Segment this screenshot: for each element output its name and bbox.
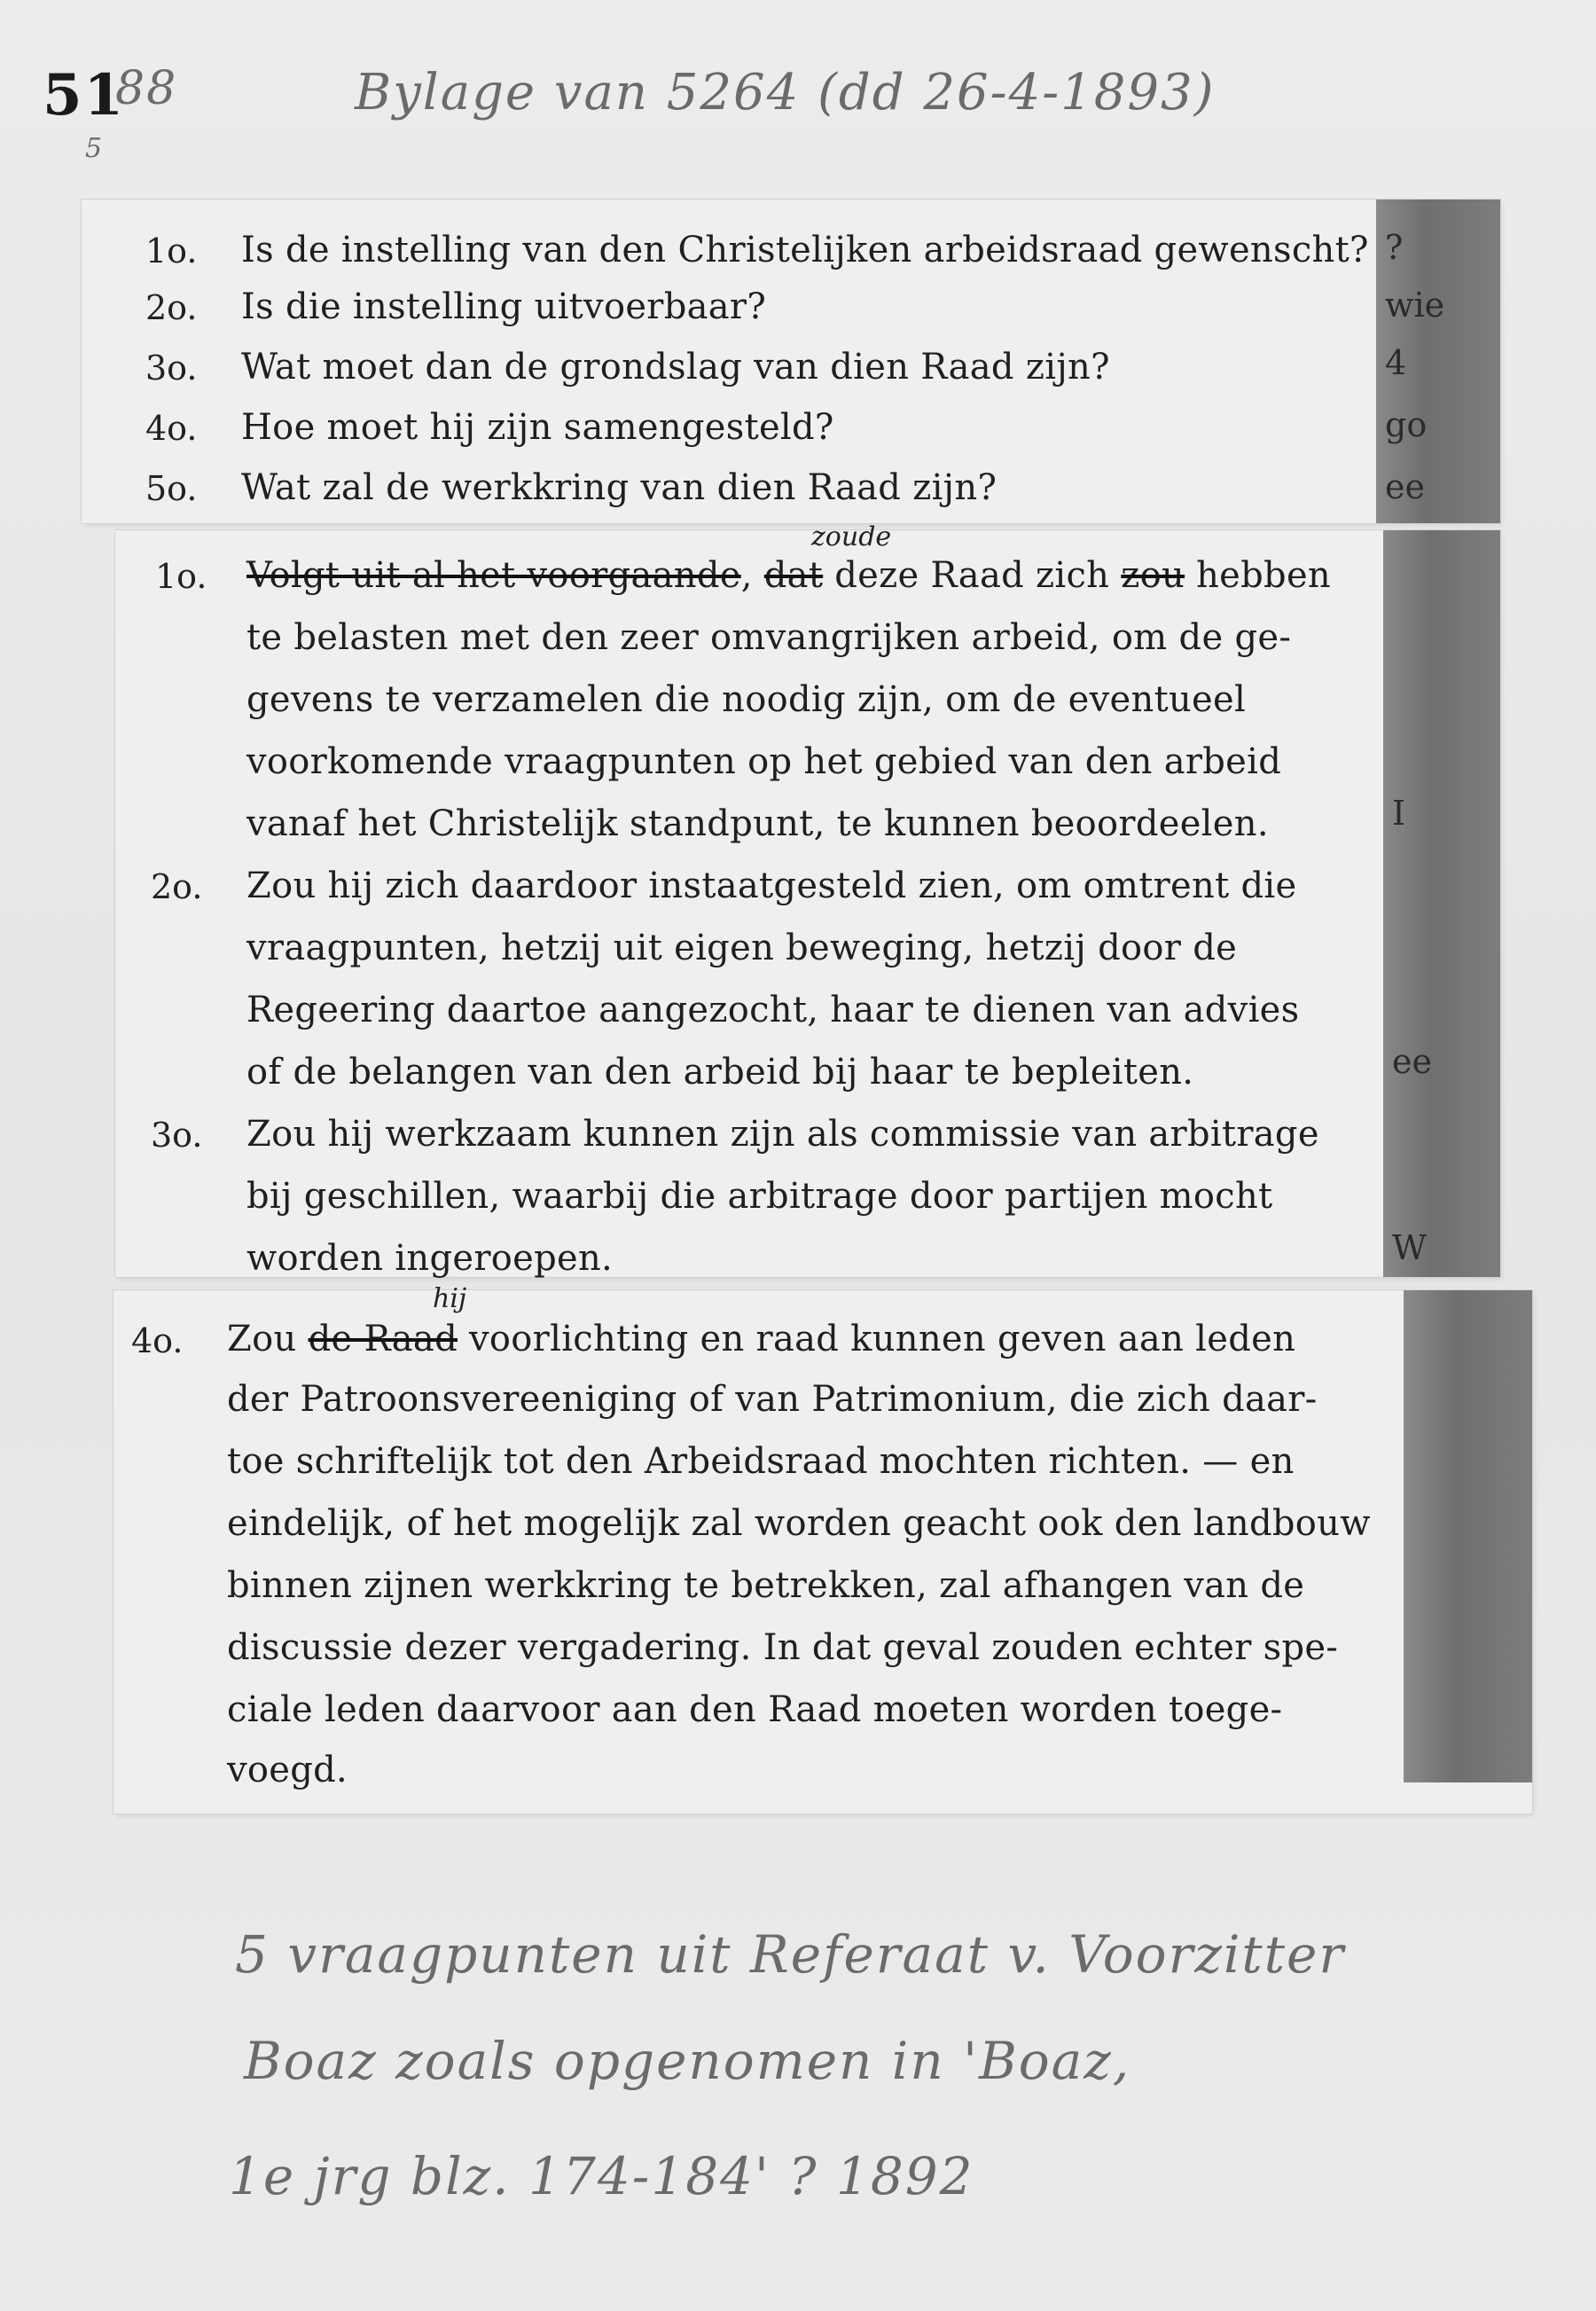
question-text: Wat zal de werkkring van dien Raad zijn? (241, 467, 998, 508)
archive-annotation: Bylage van 5264 (dd 26-4-1893) (355, 64, 1216, 121)
strip-fragment: I (1392, 794, 1406, 833)
answer-number: 1o. (155, 557, 207, 596)
text-segment: hebben (1185, 555, 1331, 596)
answer-line: binnen zijnen werkkring te betrekken, zal afhangen van de (227, 1565, 1305, 1606)
adjacent-column-strip (1383, 530, 1500, 1277)
answer-number: 3o. (151, 1116, 203, 1155)
question-text: Hoe moet hij zijn samengesteld? (241, 407, 834, 448)
folio-small-mark: 5 (85, 133, 105, 164)
question-number: 1o. (145, 231, 198, 270)
answer-number: 4o. (131, 1321, 184, 1360)
answers-slip-2 (113, 1283, 1532, 1814)
answers-slip-1 (115, 521, 1500, 1279)
handwritten-insertion: hij (433, 1283, 467, 1314)
adjacent-column-strip (1404, 1290, 1532, 1782)
answer-line: discussie dezer vergadering. In dat geval zouden echter spe- (227, 1627, 1339, 1668)
answer-line: ciale leden daarvoor aan den Raad moeten worden toege- (227, 1689, 1283, 1730)
question-text: Is die instelling uitvoerbaar? (241, 286, 767, 327)
question-number: 3o. (145, 349, 198, 388)
strip-fragment: ee (1385, 467, 1425, 506)
question-text: Is de instelling van den Christelijken arbeidsraad gewenscht? (241, 230, 1369, 270)
adjacent-column-strip (1376, 200, 1500, 523)
strip-fragment: go (1385, 405, 1428, 444)
answer-number: 2o. (151, 867, 203, 906)
answer-first-line (227, 1319, 1295, 1359)
strip-fragment: W (1392, 1228, 1428, 1267)
answer-line: eindelijk, of het mogelijk zal worden geacht ook den landbouw (227, 1503, 1371, 1544)
strip-fragment: wie (1385, 286, 1445, 325)
answer-line: toe schriftelijk tot den Arbeidsraad mochten richten. — en (227, 1441, 1295, 1482)
answer-line: Regeering daartoe aangezocht, haar te dienen van advies (246, 990, 1300, 1030)
answer-line: vraagpunten, hetzij uit eigen beweging, hetzij door de (246, 928, 1238, 968)
question-number: 2o. (145, 288, 198, 327)
questions-slip (82, 200, 1500, 523)
answer-line: Zou hij zich daardoor instaatgesteld zien, om omtrent die (246, 866, 1297, 906)
handwritten-note-line: Boaz zoals opgenomen in 'Boaz, (244, 2031, 1131, 2091)
answer-line: te belasten met den zeer omvangrijken arbeid, om de ge- (246, 617, 1292, 658)
answer-line: vanaf het Christelijk standpunt, te kunnen beoordeelen. (246, 803, 1269, 844)
handwritten-note-line: 5 vraagpunten uit Referaat v. Voorzitter (235, 1924, 1346, 1985)
text-segment: voorlichting en raad kunnen geven aan leden (458, 1319, 1296, 1359)
question-text: Wat moet dan de grondslag van dien Raad zijn? (241, 347, 1110, 388)
question-number: 5o. (145, 469, 198, 508)
folio-number: 51 (43, 62, 126, 129)
answer-line: voorkomende vraagpunten op het gebied van den arbeid (246, 741, 1282, 782)
answer-line: voegd. (227, 1750, 348, 1790)
struck-text: zou (1121, 555, 1185, 596)
question-number: 4o. (145, 409, 198, 448)
answer-line: of de belangen van den arbeid bij haar te bepleiten. (246, 1052, 1194, 1093)
answer-first-line (246, 555, 1331, 596)
struck-text: dat (763, 555, 824, 596)
strip-fragment: 4 (1385, 343, 1407, 382)
folio-number-secondary: 88 (115, 62, 178, 115)
struck-text: Volgt uit al het voorgaande (246, 555, 741, 596)
struck-text: de Raad (308, 1319, 458, 1359)
answer-line: worden ingeroepen. (246, 1238, 614, 1279)
text-segment: deze Raad zich (823, 555, 1122, 596)
answer-line: der Patroonsvereeniging of van Patrimonium, die zich daar- (227, 1379, 1318, 1420)
strip-fragment: ? (1385, 228, 1404, 267)
answer-line: bij geschillen, waarbij die arbitrage door partijen mocht (246, 1176, 1273, 1217)
handwritten-note-line: 1e jrg blz. 174-184' ? 1892 (229, 2146, 974, 2206)
text-segment: Zou (227, 1319, 309, 1359)
comma: , (740, 555, 764, 596)
strip-fragment: ee (1392, 1042, 1432, 1081)
answer-line: Zou hij werkzaam kunnen zijn als commissie van arbitrage (246, 1114, 1319, 1155)
handwritten-insertion: zoude (811, 521, 892, 552)
answer-line: gevens te verzamelen die noodig zijn, om de eventueel (246, 679, 1247, 720)
